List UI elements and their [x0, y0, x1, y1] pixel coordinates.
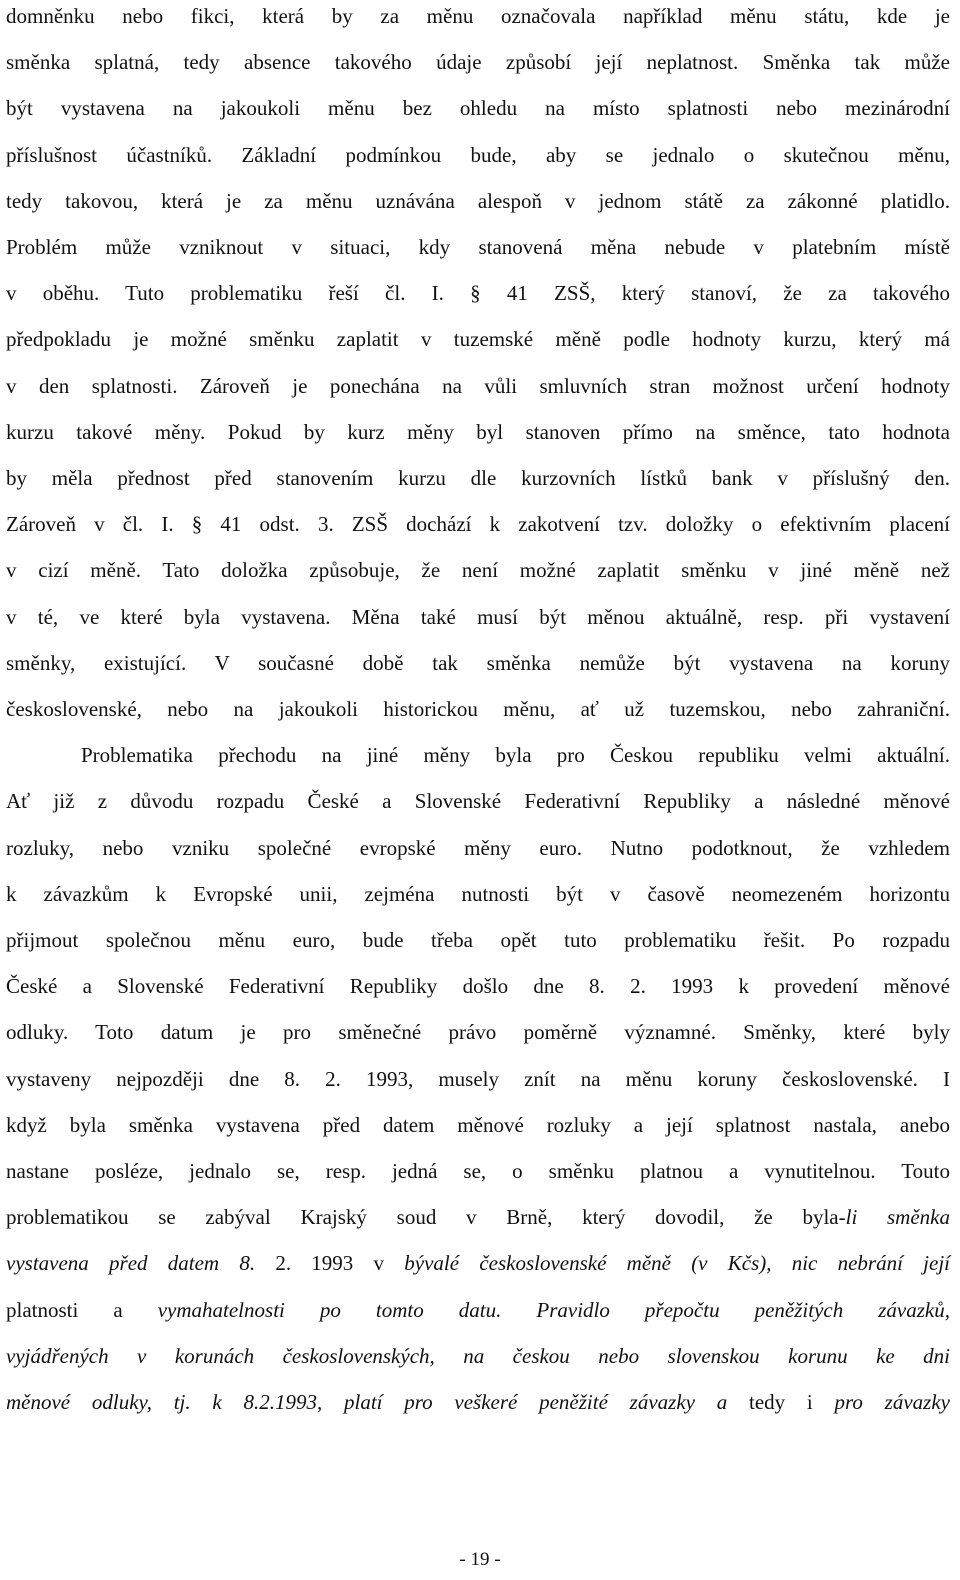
text-run: nastane posléze, jednalo se, resp. jedná se, o směnku platnou a vynutitelnou. Touto [6, 1159, 950, 1183]
text-run: kurzu takové měny. Pokud by kurz měny byl stanoven přímo na směnce, tato hodnota [6, 419, 950, 444]
text-run: vystaveny nejpozději dne 8. 2. 1993, musely znít na měnu koruny československé. I [6, 1066, 950, 1091]
text-line [6, 419, 950, 445]
text-line [6, 280, 950, 306]
text-run: Zároveň v čl. I. § 41 odst. 3. ZSŠ dochází k zakotvení tzv. doložky o efektivním placení [6, 512, 950, 537]
text-line [6, 95, 950, 121]
page-number: - 19 - [459, 1549, 501, 1570]
text-line [6, 1297, 950, 1323]
text-line [6, 604, 950, 630]
text-run: domněnku nebo fikci, která by za měnu označovala například měnu státu, kde je [6, 4, 950, 28]
text-line [6, 788, 950, 814]
text-line [6, 696, 950, 722]
text-line [6, 465, 950, 491]
text-run: tedy i [727, 1390, 835, 1414]
text-run: České a Slovenské Federativní Republiky došlo dne 8. 2. 1993 k provedení měnové [6, 974, 950, 999]
text-line [6, 142, 950, 168]
text-run: předpokladu je možné směnku zaplatit v tuzemské měně podle hodnoty kurzu, který má [6, 327, 950, 352]
text-line [6, 326, 950, 352]
text-line [6, 557, 950, 583]
text-run: přijmout společnou měnu euro, bude třeba opět tuto problematiku řešit. Po rozpadu [6, 928, 950, 952]
italic-text-run: pro závazky [834, 1390, 950, 1414]
text-run: být vystavena na jakoukoli měnu bez ohledu na místo splatnosti nebo mezinárodní [6, 96, 950, 121]
text-line [6, 835, 950, 861]
text-line [6, 1250, 950, 1276]
text-line [6, 1019, 950, 1045]
text-run: rozluky, nebo vzniku společné evropské měny euro. Nutno podotknout, že vzhledem [6, 835, 950, 860]
italic-text-run: bývalé československé měně (v Kčs), nic nebrání její [404, 1251, 951, 1276]
text-run: odluky. Toto datum je pro směnečné právo poměrně významné. Směnky, které byly [6, 1020, 950, 1045]
text-run: Problematika přechodu na jiné měny byla pro Českou republiku velmi aktuální. [81, 743, 950, 768]
italic-text-run: li směnka [845, 1205, 950, 1230]
text-line [6, 234, 950, 260]
text-line [6, 881, 950, 907]
text-run: příslušnost účastníků. Základní podmínkou bude, aby se jednalo o skutečnou měnu, [6, 142, 950, 167]
text-line [6, 511, 950, 537]
text-run: 2. 1993 v [255, 1251, 405, 1276]
text-run: v den splatnosti. Zároveň je ponechána na vůli smluvních stran možnost určení hodnoty [6, 373, 950, 398]
text-line [6, 1204, 950, 1230]
text-line [6, 973, 950, 999]
text-line [81, 742, 950, 768]
italic-text-run: vystavena před datem 8. [6, 1251, 256, 1276]
text-run: v té, ve které byla vystavena. Měna také musí být měnou aktuálně, resp. při vystavení [6, 604, 950, 629]
text-run: československé, nebo na jakoukoli historickou měnu, ať už tuzemskou, nebo zahraniční. [6, 697, 950, 721]
text-line [6, 1158, 950, 1184]
text-line [6, 1066, 950, 1092]
text-run: v cizí měně. Tato doložka způsobuje, že není možné zaplatit směnku v jiné měně než [6, 558, 950, 583]
text-run: Ať již z důvodu rozpadu České a Slovenské Federativní Republiky a následné měnové [6, 789, 950, 814]
text-run: tedy takovou, která je za měnu uznávána alespoň v jednom státě za zákonné platidlo. [6, 188, 950, 213]
text-line [6, 188, 950, 214]
italic-text-run: vyjádřených v korunách československých, na českou nebo slovenskou korunu ke dni [6, 1343, 950, 1368]
text-line [6, 1389, 950, 1415]
text-line [6, 49, 950, 75]
text-line [6, 373, 950, 399]
text-line [6, 650, 950, 676]
text-run: Problém může vzniknout v situaci, kdy stanovená měna nebude v platebním místě [6, 235, 950, 259]
text-run: by měla přednost před stanovením kurzu dle kurzovních lístků bank v příslušný den. [6, 466, 950, 490]
text-run: v oběhu. Tuto problematiku řeší čl. I. § 41 ZSŠ, který stanoví, že za takového [6, 281, 950, 306]
text-line [6, 927, 950, 953]
italic-text-run: vymahatelnosti po tomto datu. Pravidlo přepočtu peněžitých závazků, [157, 1297, 950, 1322]
text-run: směnka splatná, tedy absence takového údaje způsobí její neplatnost. Směnka tak může [6, 50, 950, 75]
text-run: když byla směnka vystavena před datem měnové rozluky a její splatnost nastala, anebo [6, 1112, 950, 1137]
text-run: platnosti a [6, 1297, 158, 1322]
text-run: problematikou se zabýval Krajský soud v Brně, který dovodil, že byla- [6, 1205, 846, 1230]
text-run: směnky, existující. V současné době tak směnka nemůže být vystavena na koruny [6, 650, 950, 675]
text-run: k závazkům k Evropské unii, zejména nutnosti být v časově neomezeném horizontu [6, 881, 950, 906]
text-line [6, 3, 950, 29]
text-line [6, 1343, 950, 1369]
text-line [6, 1112, 950, 1138]
italic-text-run: měnové odluky, tj. k 8.2.1993, platí pro veškeré peněžité závazky a [6, 1390, 728, 1414]
